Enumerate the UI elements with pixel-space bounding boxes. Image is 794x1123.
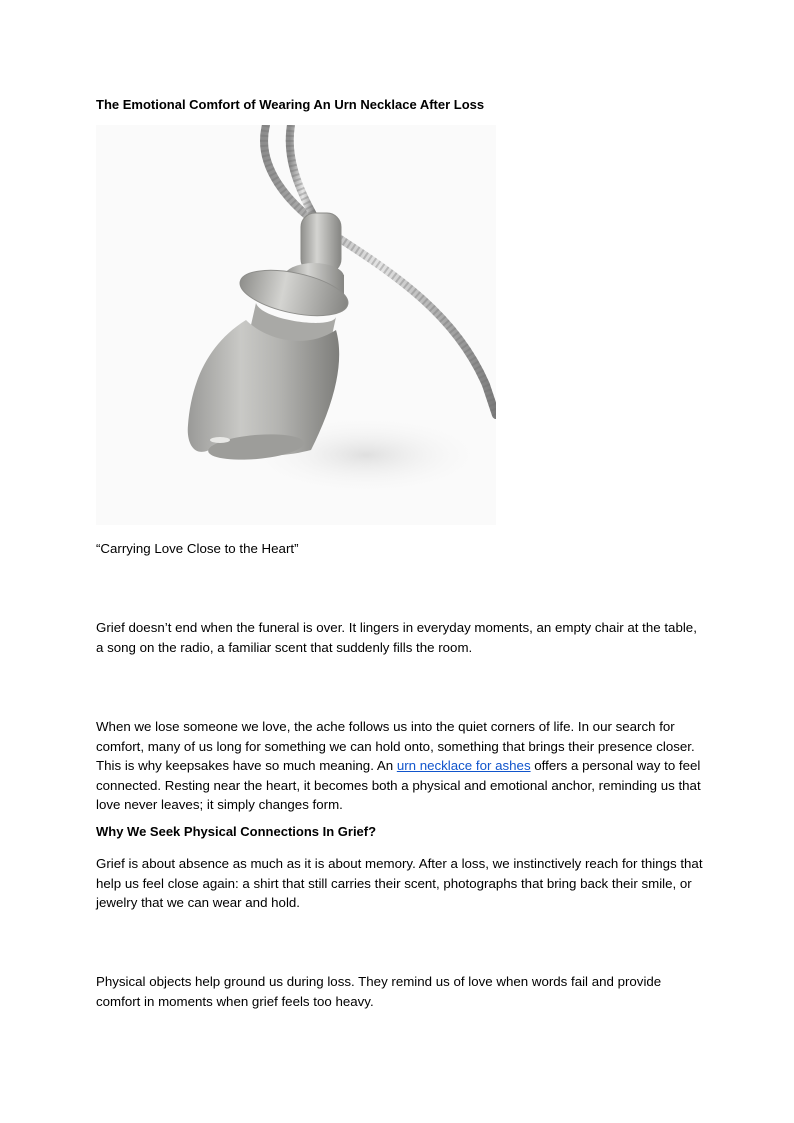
paragraph-3: Grief is about absence as much as it is about memory. After a loss, we instinctively reach for things that help us feel close again: a shirt that still carries their scent, photographs that bring back their smile, or jewelry that we can wear and hold. xyxy=(96,856,703,910)
paragraph-2 xyxy=(96,717,706,815)
urn-necklace-photo xyxy=(96,125,496,525)
paragraph-4: Physical objects help ground us during loss. They remind us of love when words fail and provide comfort in moments when grief feels too heavy. xyxy=(96,974,662,1009)
urn-pendant-illustration xyxy=(96,125,496,525)
paragraph-1: Grief doesn’t end when the funeral is over. It lingers in everyday moments, an empty chair at the table, a song on the radio, a familiar scent that suddenly fills the room. xyxy=(96,620,697,655)
paragraph-2-text-before-link: When we lose someone we love, the ache follows us into the quiet corners of life. In our search for comfort, many of us long for something we can hold onto, something that brings their presence closer. This is why keepsakes have so much meaning. An xyxy=(96,719,695,773)
section-heading: Why We Seek Physical Connections In Grief? xyxy=(96,824,377,839)
paragraph-2-text-after-link: offers a personal way to feel connected. Resting near the heart, it becomes both a physical and emotional anchor, reminding us that love never leaves; it simply changes form. xyxy=(96,758,701,812)
figure-caption: “Carrying Love Close to the Heart” xyxy=(96,541,299,556)
document-title: The Emotional Comfort of Wearing An Urn Necklace After Loss xyxy=(96,97,485,112)
urn-necklace-link[interactable]: urn necklace for ashes xyxy=(396,758,531,773)
